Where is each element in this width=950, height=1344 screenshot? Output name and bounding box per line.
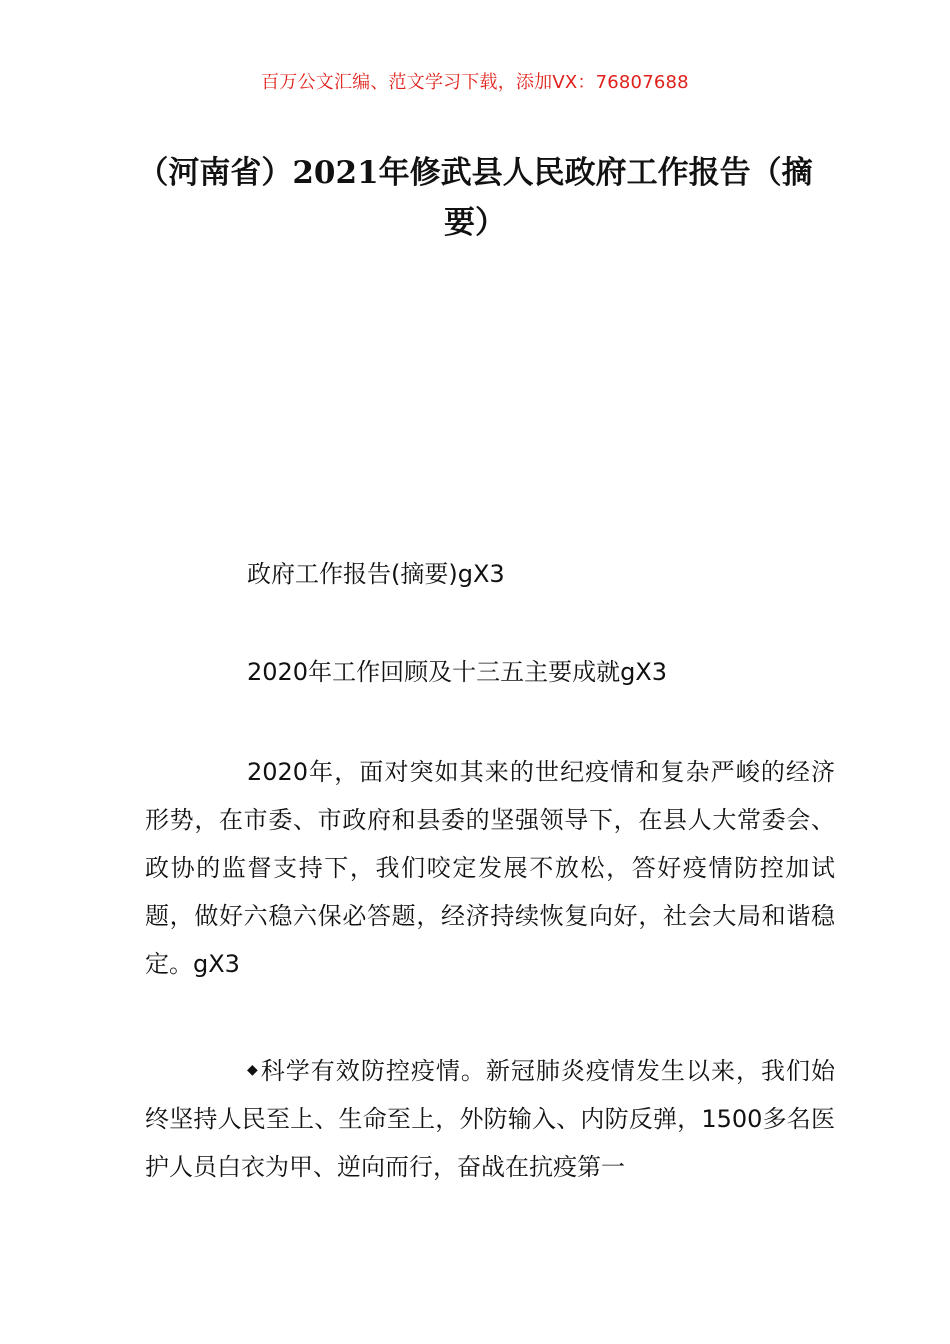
diamond-bullet-icon: ◆ xyxy=(247,1062,259,1078)
paragraph-epidemic xyxy=(145,1046,835,1191)
paragraph-epidemic-text xyxy=(145,1046,835,1191)
header-note: 百万公文汇编、范文学习下载，添加VX：76807688 xyxy=(261,72,689,93)
paragraph-review-text: 2020年，面对突如其来的世纪疫情和复杂严峻的经济形势，在市委、市政府和县委的坚强领导下，在县人大常委会、政协的监督支持下，我们咬定发展不放松，答好疫情防控加试题，做好六稳六保必答题，经济持续恢复向好，社会大局和谐稳定。gX3 xyxy=(145,758,835,978)
paragraph-epidemic-body: 科学有效防控疫情。新冠肺炎疫情发生以来，我们始终坚持人民至上、生命至上，外防输入、内防反弹，1500多名医护人员白衣为甲、逆向而行，奋战在抗疫第一 xyxy=(145,1057,835,1181)
report-subtitle: 政府工作报告(摘要)gX3 xyxy=(247,560,505,588)
document-title: （河南省）2021年修武县人民政府工作报告（摘要） xyxy=(137,155,813,241)
section-heading: 2020年工作回顾及十三五主要成就gX3 xyxy=(247,658,668,686)
paragraph-review xyxy=(145,748,835,988)
